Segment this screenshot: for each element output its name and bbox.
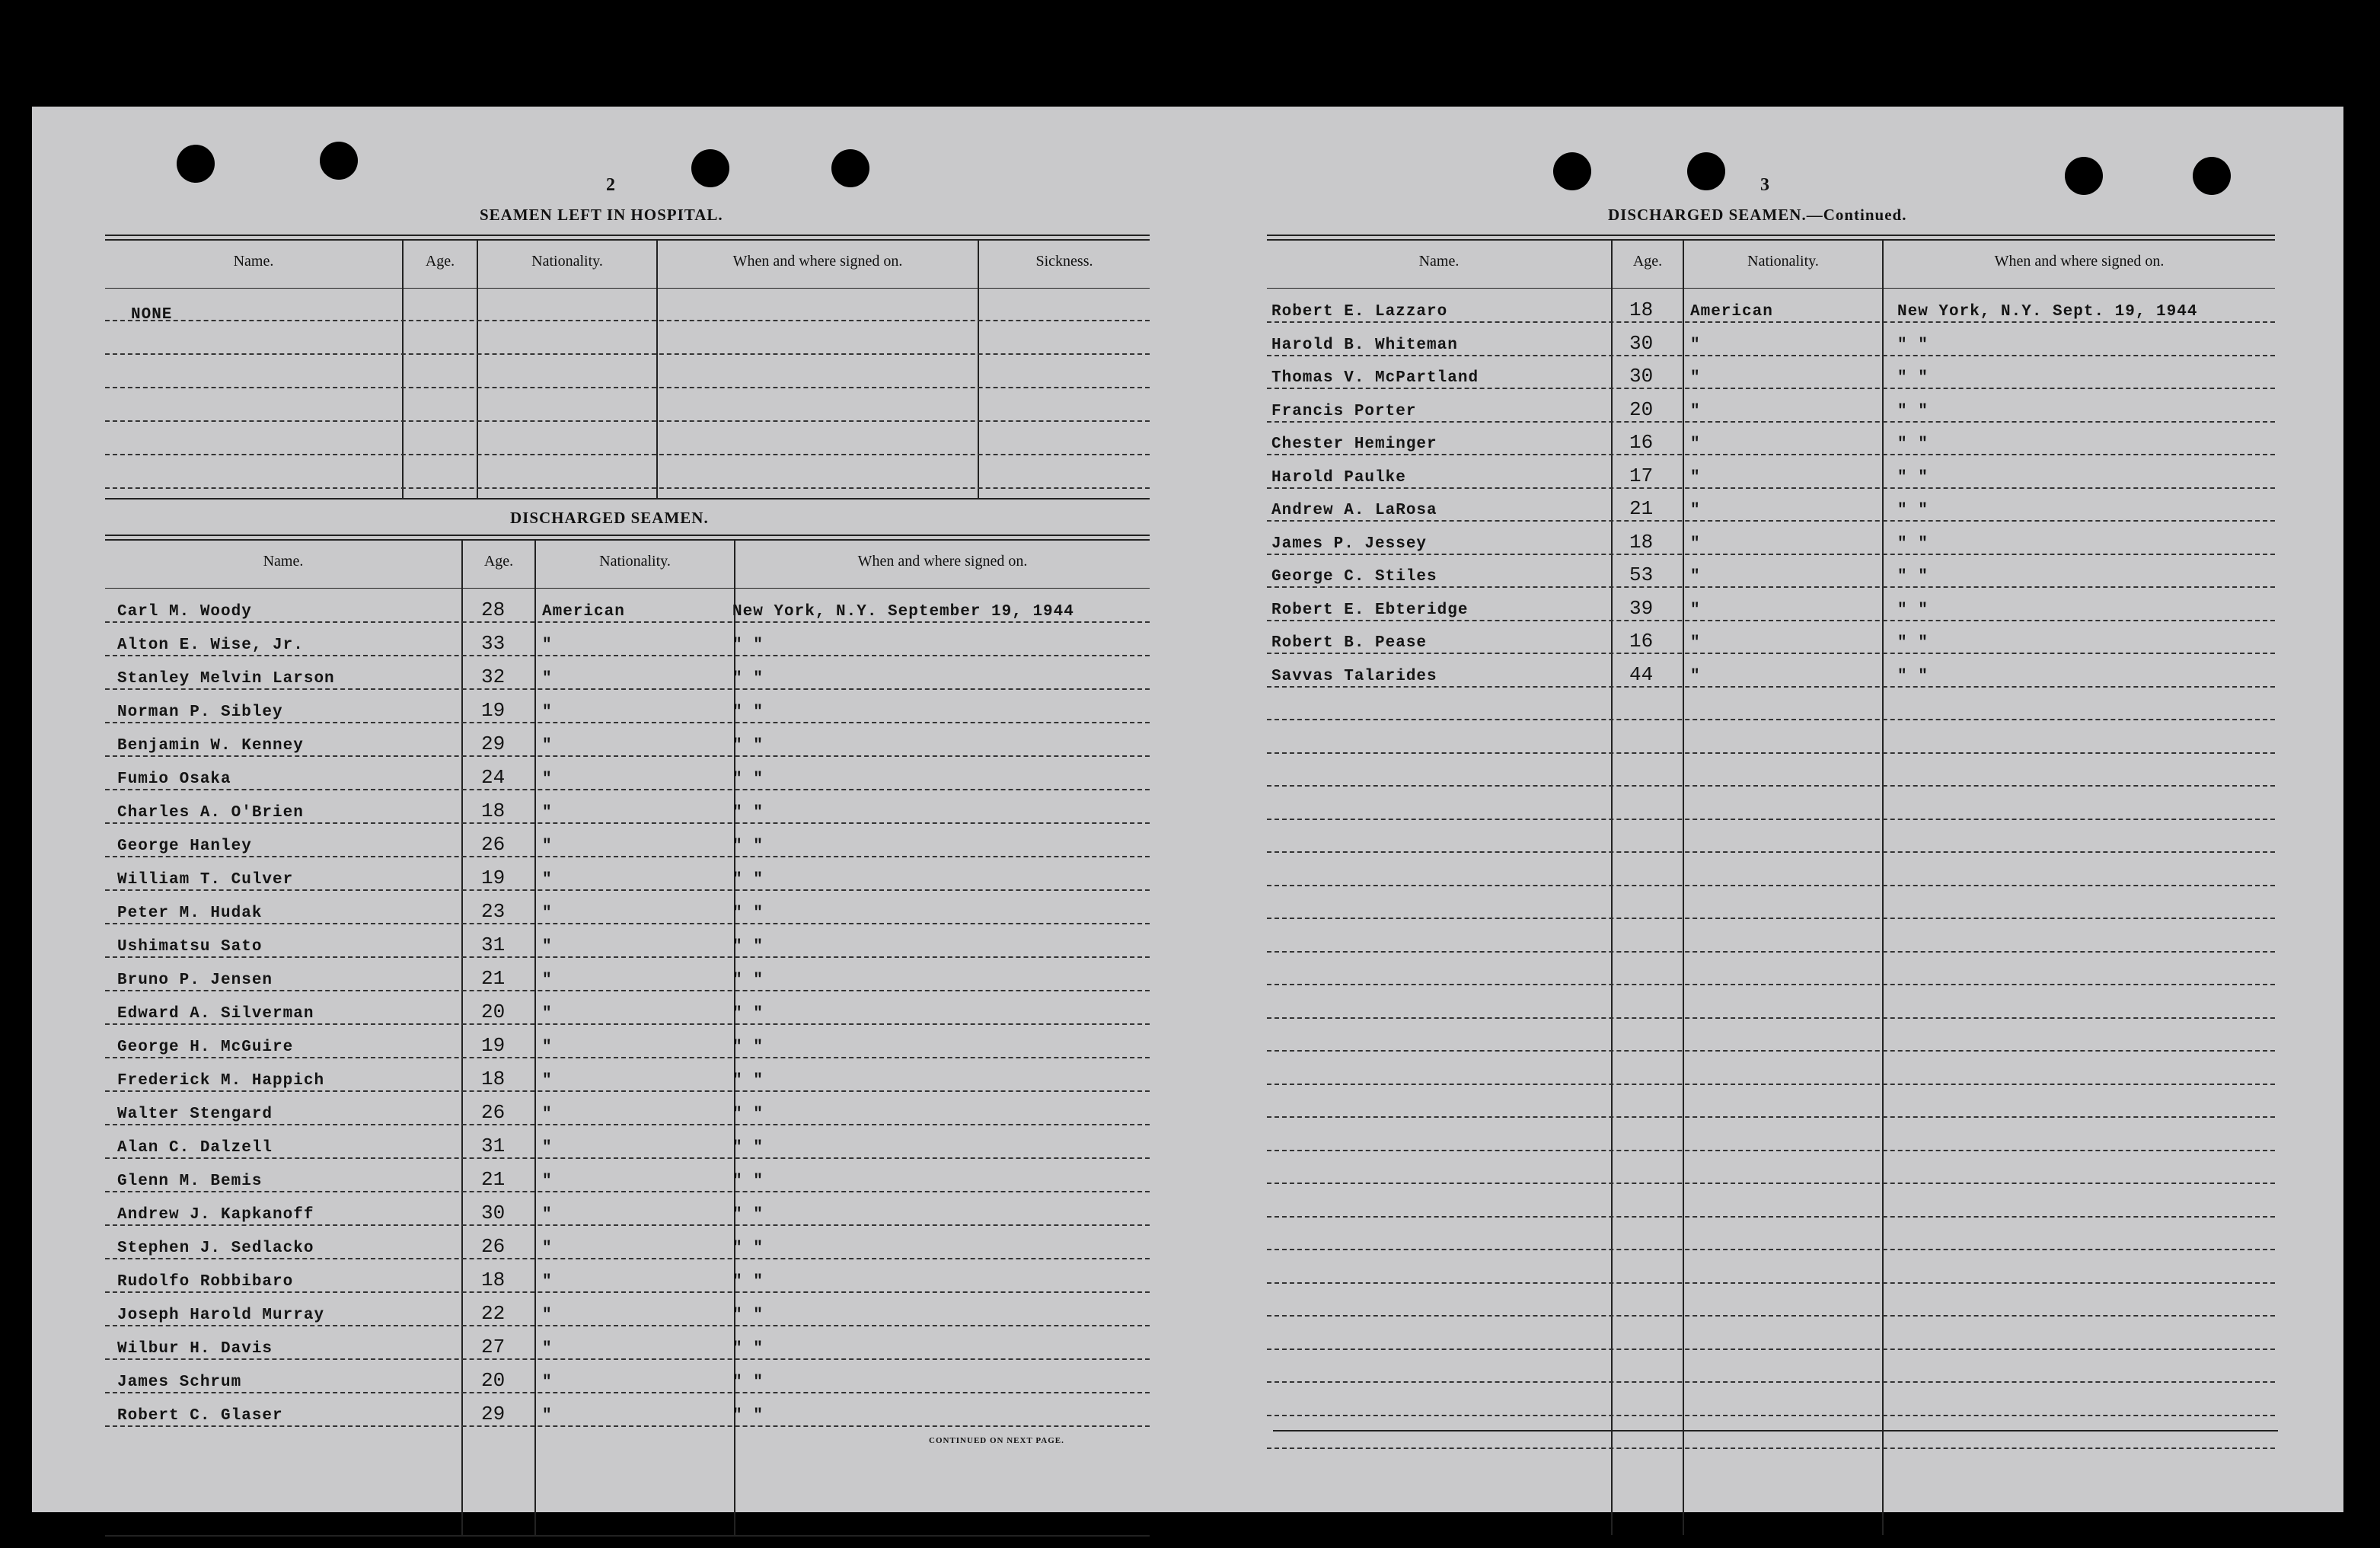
column-header-nationality: Nationality.: [531, 253, 603, 270]
seaman-nationality: ": [1690, 667, 1701, 685]
seaman-name: Wilbur H. Davis: [117, 1340, 273, 1358]
seaman-nationality: ": [542, 804, 553, 822]
seaman-signed-on: New York, N.Y. September 19, 1944: [732, 603, 1074, 621]
seaman-age: 18: [481, 800, 506, 822]
seaman-nationality: ": [1690, 402, 1701, 420]
seaman-nationality: ": [542, 972, 553, 989]
punch-hole: [320, 142, 358, 180]
seaman-name: Robert E. Ebteridge: [1271, 601, 1469, 619]
seaman-name: Edward A. Silverman: [117, 1005, 314, 1023]
seaman-name: James Schrum: [117, 1374, 242, 1391]
column-header-age: Age.: [483, 553, 514, 570]
seaman-nationality: ": [542, 1206, 553, 1224]
seaman-age: 18: [1629, 530, 1654, 554]
seaman-nationality: ": [1690, 535, 1701, 553]
seaman-nationality: ": [542, 1240, 553, 1257]
seaman-name: Carl M. Woody: [117, 603, 252, 621]
seaman-nationality: ": [542, 1407, 553, 1425]
seaman-signed-on: New York, N.Y. Sept. 19, 1944: [1897, 303, 2198, 321]
seaman-name: Peter M. Hudak: [117, 905, 263, 922]
seaman-name: Joseph Harold Murray: [117, 1307, 325, 1324]
seaman-signed-on: " ": [1897, 634, 1929, 652]
seaman-age: 26: [481, 1235, 506, 1258]
seaman-age: 21: [1629, 497, 1654, 520]
column-header-name: Name.: [1418, 253, 1460, 270]
seaman-name: George Hanley: [117, 838, 252, 855]
seaman-age: 30: [1629, 365, 1654, 388]
seaman-name: Fumio Osaka: [117, 771, 231, 788]
seaman-nationality: ": [542, 1005, 553, 1023]
punch-hole: [831, 149, 869, 187]
page-number: 3: [1760, 175, 1769, 195]
seaman-age: 26: [481, 833, 506, 856]
punch-hole: [177, 145, 215, 183]
seaman-signed-on: " ": [1897, 502, 1929, 519]
seaman-nationality: ": [542, 1039, 553, 1056]
seaman-name: Stephen J. Sedlacko: [117, 1240, 314, 1257]
seaman-nationality: ": [542, 1340, 553, 1358]
seaman-age: 17: [1629, 464, 1654, 487]
seaman-nationality: ": [542, 1173, 553, 1190]
seaman-age: 28: [481, 598, 506, 621]
seaman-nationality: ": [542, 704, 553, 721]
seaman-signed-on: " ": [732, 1173, 764, 1190]
column-header-name: Name.: [263, 553, 304, 570]
seaman-age: 33: [481, 632, 506, 655]
seaman-nationality: ": [1690, 369, 1701, 387]
seaman-signed-on: " ": [732, 972, 764, 989]
seaman-nationality: ": [542, 637, 553, 654]
continued-note: CONTINUED ON NEXT PAGE.: [929, 1436, 1064, 1445]
seaman-nationality: American: [542, 603, 625, 621]
seaman-signed-on: " ": [1897, 601, 1929, 619]
seaman-name: Robert E. Lazzaro: [1271, 303, 1448, 321]
document-sheet: [32, 107, 2343, 1512]
seaman-signed-on: " ": [1897, 336, 1929, 354]
seaman-name: Benjamin W. Kenney: [117, 737, 304, 755]
punch-hole: [691, 149, 729, 187]
seaman-age: 30: [481, 1202, 506, 1224]
seaman-age: 16: [1629, 630, 1654, 653]
seaman-signed-on: " ": [1897, 402, 1929, 420]
seaman-signed-on: " ": [732, 737, 764, 755]
seaman-name: Stanley Melvin Larson: [117, 670, 335, 688]
seaman-nationality: ": [542, 1374, 553, 1391]
seaman-name: Alan C. Dalzell: [117, 1139, 273, 1157]
seaman-nationality: ": [1690, 468, 1701, 487]
seaman-name: Robert B. Pease: [1271, 634, 1428, 652]
column-header-signed-on: When and where signed on.: [1994, 253, 2165, 270]
seaman-age: 31: [481, 934, 506, 956]
seaman-signed-on: " ": [732, 1206, 764, 1224]
column-header-age: Age.: [1632, 253, 1663, 270]
seaman-name: Andrew J. Kapkanoff: [117, 1206, 314, 1224]
seaman-nationality: ": [542, 1139, 553, 1157]
seaman-age: 44: [1629, 662, 1654, 686]
seaman-age: 26: [481, 1101, 506, 1124]
seaman-signed-on: " ": [732, 871, 764, 889]
seaman-name: Charles A. O'Brien: [117, 804, 304, 822]
column-header-age: Age.: [425, 253, 455, 270]
seaman-age: 24: [481, 766, 506, 789]
seaman-signed-on: " ": [732, 771, 764, 788]
seaman-name: Bruno P. Jensen: [117, 972, 273, 989]
seaman-signed-on: " ": [1897, 369, 1929, 387]
column-header-name: Name.: [233, 253, 274, 270]
seaman-name: Harold B. Whiteman: [1271, 336, 1458, 354]
seaman-signed-on: " ": [732, 637, 764, 654]
seaman-age: 23: [481, 900, 506, 923]
seaman-nationality: ": [542, 771, 553, 788]
seaman-nationality: ": [542, 1307, 553, 1324]
seaman-signed-on: " ": [732, 704, 764, 721]
seaman-name: Rudolfo Robbibaro: [117, 1273, 294, 1291]
seaman-signed-on: " ": [1897, 568, 1929, 586]
seaman-age: 18: [1629, 298, 1654, 321]
seaman-signed-on: " ": [732, 1139, 764, 1157]
seaman-age: 20: [481, 1369, 506, 1392]
seaman-nationality: ": [542, 1106, 553, 1123]
column-header-nationality: Nationality.: [599, 553, 671, 570]
punch-hole: [1687, 152, 1725, 190]
column-header-nationality: Nationality.: [1747, 253, 1819, 270]
seaman-signed-on: " ": [732, 1340, 764, 1358]
seaman-signed-on: " ": [732, 1240, 764, 1257]
seaman-signed-on: " ": [1897, 468, 1929, 487]
seaman-signed-on: " ": [732, 804, 764, 822]
seaman-age: 32: [481, 665, 506, 688]
seaman-name: Thomas V. McPartland: [1271, 369, 1479, 387]
column-header-signed-on: When and where signed on.: [732, 253, 903, 270]
page-number: 2: [606, 175, 615, 195]
seaman-age: 29: [481, 733, 506, 755]
seaman-signed-on: " ": [732, 1407, 764, 1425]
seaman-nationality: ": [542, 1072, 553, 1090]
seaman-signed-on: " ": [732, 1072, 764, 1090]
seaman-name: Norman P. Sibley: [117, 704, 283, 721]
seaman-signed-on: " ": [1897, 535, 1929, 553]
seaman-nationality: ": [1690, 336, 1701, 354]
column-header-sickness: Sickness.: [1035, 253, 1093, 270]
seaman-name: Harold Paulke: [1271, 468, 1406, 487]
seaman-age: 16: [1629, 431, 1654, 454]
seaman-name: Francis Porter: [1271, 402, 1417, 420]
seaman-signed-on: " ": [732, 1273, 764, 1291]
seaman-nationality: ": [542, 737, 553, 755]
seaman-signed-on: " ": [1897, 436, 1929, 453]
seaman-age: 31: [481, 1135, 506, 1157]
seaman-nationality: ": [1690, 601, 1701, 619]
seaman-nationality: ": [542, 905, 553, 922]
seaman-signed-on: " ": [732, 938, 764, 956]
seaman-age: 53: [1629, 563, 1654, 586]
seaman-signed-on: " ": [732, 1039, 764, 1056]
seaman-name: Walter Stengard: [117, 1106, 273, 1123]
seaman-age: 22: [481, 1302, 506, 1325]
seaman-age: 20: [1629, 397, 1654, 421]
seaman-name: Glenn M. Bemis: [117, 1173, 263, 1190]
seaman-signed-on: " ": [1897, 667, 1929, 685]
seaman-nationality: ": [542, 871, 553, 889]
seaman-age: 39: [1629, 596, 1654, 620]
seaman-age: 20: [481, 1001, 506, 1023]
seaman-nationality: ": [542, 938, 553, 956]
seaman-age: 19: [481, 1034, 506, 1057]
discharged-continued-title: DISCHARGED SEAMEN.—Continued.: [1608, 206, 1907, 224]
seaman-nationality: ": [1690, 634, 1701, 652]
seaman-age: 29: [481, 1403, 506, 1425]
seaman-age: 27: [481, 1336, 506, 1358]
seaman-nationality: ": [542, 838, 553, 855]
seaman-name: George C. Stiles: [1271, 568, 1437, 586]
seaman-name: James P. Jessey: [1271, 535, 1428, 553]
seaman-name: Robert C. Glaser: [117, 1407, 283, 1425]
punch-hole: [1553, 152, 1591, 190]
seaman-age: 21: [481, 1168, 506, 1191]
seaman-nationality: ": [1690, 502, 1701, 519]
seaman-age: 18: [481, 1269, 506, 1291]
seaman-nationality: ": [1690, 436, 1701, 453]
seaman-age: 30: [1629, 331, 1654, 355]
seaman-name: William T. Culver: [117, 871, 294, 889]
seaman-name: Savvas Talarides: [1271, 667, 1437, 685]
seaman-nationality: ": [1690, 568, 1701, 586]
seaman-signed-on: " ": [732, 1005, 764, 1023]
seaman-name: Ushimatsu Sato: [117, 938, 263, 956]
seaman-age: 21: [481, 967, 506, 990]
seaman-signed-on: " ": [732, 1106, 764, 1123]
punch-hole: [2193, 157, 2231, 195]
seaman-signed-on: " ": [732, 1307, 764, 1324]
seaman-signed-on: " ": [732, 670, 764, 688]
seaman-name: Frederick M. Happich: [117, 1072, 325, 1090]
seaman-nationality: American: [1690, 303, 1773, 321]
seaman-age: 19: [481, 699, 506, 722]
hospital-entry: NONE: [131, 306, 173, 324]
seaman-signed-on: " ": [732, 838, 764, 855]
punch-hole: [2065, 157, 2103, 195]
seaman-nationality: ": [542, 670, 553, 688]
seaman-signed-on: " ": [732, 1374, 764, 1391]
seaman-name: Andrew A. LaRosa: [1271, 502, 1437, 519]
hospital-section-title: SEAMEN LEFT IN HOSPITAL.: [480, 206, 723, 224]
seaman-nationality: ": [542, 1273, 553, 1291]
seaman-age: 19: [481, 867, 506, 889]
discharged-section-title: DISCHARGED SEAMEN.: [510, 509, 709, 527]
seaman-name: Alton E. Wise, Jr.: [117, 637, 304, 654]
seaman-age: 18: [481, 1068, 506, 1090]
seaman-name: Chester Heminger: [1271, 436, 1437, 453]
seaman-signed-on: " ": [732, 905, 764, 922]
seaman-name: George H. McGuire: [117, 1039, 294, 1056]
column-header-signed-on: When and where signed on.: [857, 553, 1028, 570]
